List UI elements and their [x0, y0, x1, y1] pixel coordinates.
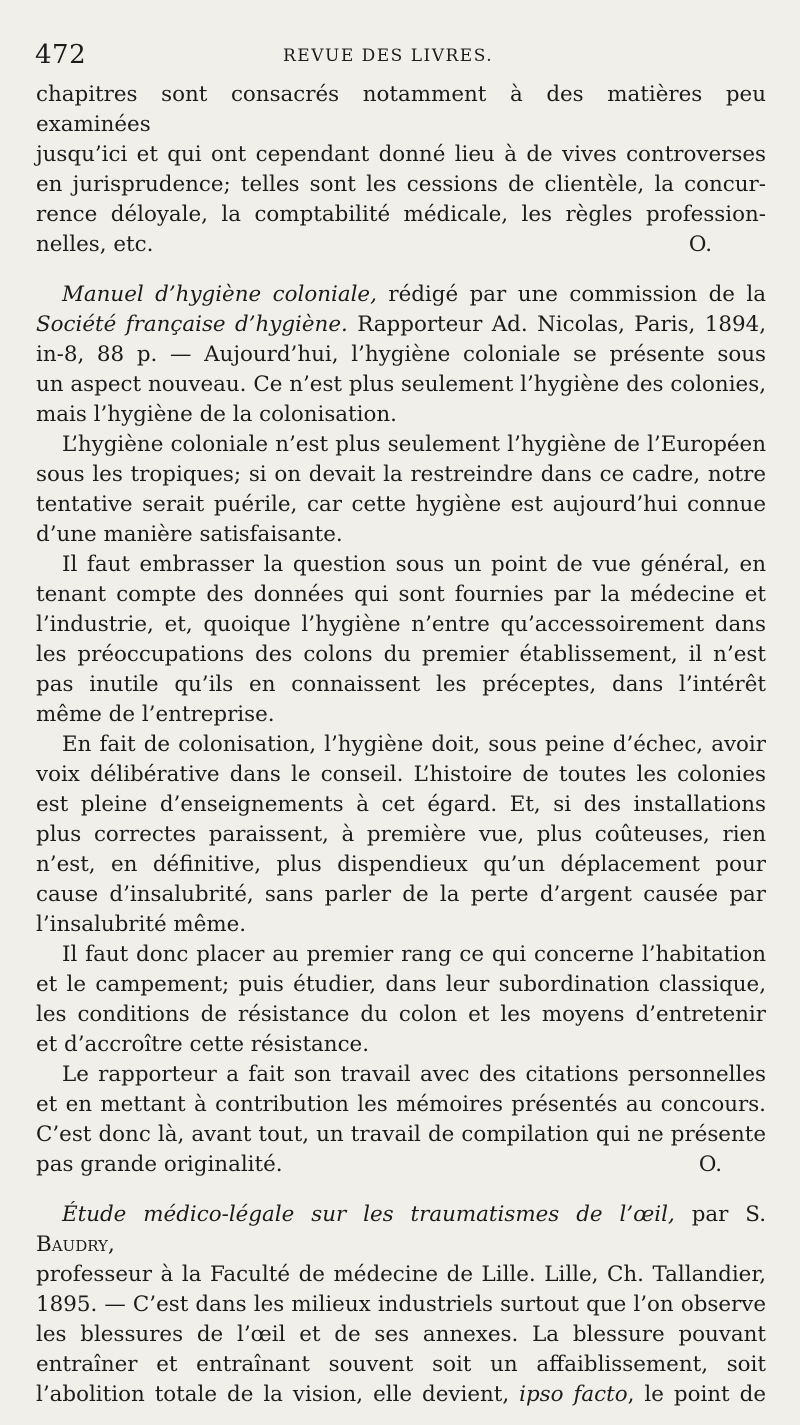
book-title: Manuel d’hygiène coloniale,	[62, 282, 377, 307]
text-line: En fait de colonisation, l’hygiène doit, sous peine d’échec, avoir	[62, 732, 766, 757]
text-line: l’abolition totale de la vision, elle devient, ipso facto, le point de	[36, 1382, 766, 1407]
text-line: en jurisprudence; telles sont les cessions de clientèle, la concur-	[36, 172, 766, 197]
text-line: les blessures de l’œil et de ses annexes. La blessure pouvant	[36, 1322, 766, 1347]
text-line: Manuel d’hygiène coloniale, rédigé par une commission de la	[62, 282, 766, 307]
text-line: professeur à la Faculté de médecine de Lille. Lille, Ch. Tallandier,	[36, 1262, 766, 1287]
text-line: C’est donc là, avant tout, un travail de compilation qui ne présente	[36, 1122, 766, 1147]
text-line: sous les tropiques; si on devait la restreindre dans ce cadre, notre	[36, 462, 766, 487]
running-head: REVUE DES LIVRES.	[283, 46, 494, 66]
page-number: 472	[35, 40, 87, 70]
line-text: pas grande originalité.	[36, 1152, 283, 1177]
text-line: un aspect nouveau. Ce n’est plus seulement l’hygiène des colonies,	[36, 372, 766, 397]
text-line: et le campement; puis étudier, dans leur subordination classique,	[36, 972, 766, 997]
text-line: L’hygiène coloniale n’est plus seulement l’hygiène de l’Européen	[62, 432, 766, 457]
text-line: cause d’insalubrité, sans parler de la perte d’argent causée par	[36, 882, 766, 907]
text-line: Il faut donc placer au premier rang ce qui concerne l’habitation	[62, 942, 766, 967]
book-title: Étude médico-légale sur les traumatismes de l’œil,	[62, 1202, 675, 1227]
text-line	[36, 230, 766, 260]
text-line: in-8, 88 p. — Aujourd’hui, l’hygiène coloniale se présente sous	[36, 342, 766, 367]
text-line: et d’accroître cette résistance.	[36, 1032, 370, 1057]
author-name: Baudry,	[36, 1232, 115, 1257]
text-line: n’est, en définitive, plus dispendieux qu’un déplacement pour	[36, 852, 766, 877]
text-line: Le rapporteur a fait son travail avec des citations personnelles	[62, 1062, 766, 1087]
text-line: d’une manière satisfaisante.	[36, 522, 343, 547]
latin-phrase: ipso facto	[519, 1382, 628, 1407]
reviewer-signature: O.	[698, 1152, 722, 1177]
text-line: Société française d’hygiène. Rapporteur Ad. Nicolas, Paris, 1894,	[36, 312, 766, 337]
page-header	[35, 40, 765, 76]
text-line: Étude médico-légale sur les traumatismes de l’œil, par S. Baudry,	[36, 1202, 766, 1257]
text-line: Il faut embrasser la question sous un point de vue général, en	[62, 552, 766, 577]
text-line: mais l’hygiène de la colonisation.	[36, 402, 397, 427]
body-text	[36, 80, 766, 1410]
text-line: rence déloyale, la comptabilité médicale, les règles profession-	[36, 202, 766, 227]
line-text: nelles, etc.	[36, 232, 154, 257]
text-line	[36, 1150, 766, 1180]
text-line: jusqu’ici et qui ont cependant donné lieu à de vives controverses	[36, 142, 766, 167]
text-line: tentative serait puérile, car cette hygiène est aujourd’hui connue	[36, 492, 766, 517]
reviewer-signature: O.	[688, 232, 712, 257]
text-line: les préoccupations des colons du premier établissement, il n’est	[36, 642, 766, 667]
text-line: 1895. — C’est dans les milieux industriels surtout que l’on observe	[36, 1292, 766, 1317]
text-line: même de l’entreprise.	[36, 702, 275, 727]
text-line: l’industrie, et, quoique l’hygiène n’entre qu’accessoirement dans	[36, 612, 766, 637]
text-line: chapitres sont consacrés notamment à des matières peu examinées	[36, 82, 766, 137]
text-line: voix délibérative dans le conseil. L’histoire de toutes les colonies	[36, 762, 766, 787]
text-line: est pleine d’enseignements à cet égard. Et, si des installations	[36, 792, 766, 817]
publisher-name: Société française d’hygiène.	[36, 312, 348, 337]
text-line: entraîner et entraînant souvent soit un affaiblissement, soit	[36, 1352, 766, 1377]
text-line: et en mettant à contribution les mémoires présentés au concours.	[36, 1092, 766, 1117]
text-line: l’insalubrité même.	[36, 912, 247, 937]
text-line: les conditions de résistance du colon et les moyens d’entretenir	[36, 1002, 766, 1027]
text-line: pas inutile qu’ils en connaissent les préceptes, dans l’intérêt	[36, 672, 766, 697]
text-line: tenant compte des données qui sont fournies par la médecine et	[36, 582, 766, 607]
text-line: plus correctes paraissent, à première vue, plus coûteuses, rien	[36, 822, 766, 847]
